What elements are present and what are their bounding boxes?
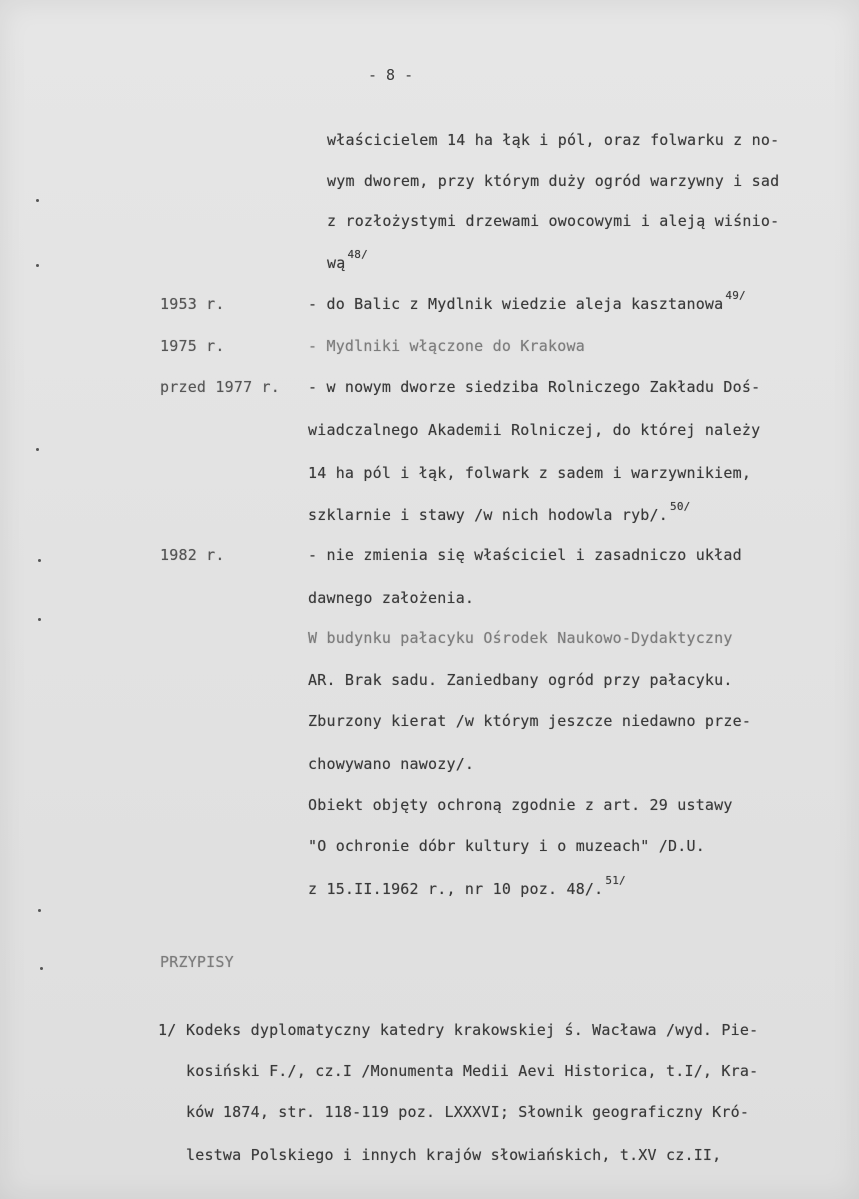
margin-mark <box>36 448 39 451</box>
footnote-ref: 50/ <box>670 500 691 513</box>
footnote-line: ków 1874, str. 118-119 poz. LXXXVI; Słownik geograficzny Kró- <box>186 1103 750 1121</box>
entry-date: 1953 r. <box>160 295 225 313</box>
page-number: - 8 - <box>368 66 414 84</box>
entry-date: przed 1977 r. <box>160 378 280 396</box>
entry-line: "O ochronie dóbr kultury i o muzeach" /D.U. <box>308 837 705 855</box>
entry-date: 1975 r. <box>160 337 225 355</box>
footnote-line: Kodeks dyplomatyczny katedry krakowskiej ś. Wacława /wyd. Pie- <box>186 1021 759 1039</box>
intro-line: z rozłożystymi drzewami owocowymi i aleją wiśnio- <box>327 212 780 230</box>
entry-text: z 15.II.1962 r., nr 10 poz. 48/. <box>308 880 604 898</box>
entry-line: W budynku pałacyku Ośrodek Naukowo-Dydaktyczny <box>308 629 733 647</box>
entry-line: Zburzony kierat /w którym jeszcze niedawno prze- <box>308 712 752 730</box>
intro-line: wą <box>327 254 346 272</box>
entry-line: 14 ha pól i łąk, folwark z sadem i warzywnikiem, <box>308 464 752 482</box>
entry-line: AR. Brak sadu. Zaniedbany ogród przy pałacyku. <box>308 671 733 689</box>
section-heading: PRZYPISY <box>160 953 234 971</box>
margin-mark <box>38 909 41 912</box>
entry-line <box>308 500 691 524</box>
margin-mark <box>38 559 41 562</box>
entry-text: - do Balic z Mydlnik wiedzie aleja kasztanowa <box>308 295 724 313</box>
margin-mark <box>36 199 39 202</box>
footnote-line: lestwa Polskiego i innych krajów słowiańskich, t.XV cz.II, <box>186 1146 722 1164</box>
entry-date: 1982 r. <box>160 546 225 564</box>
entry-line: - Mydlniki włączone do Krakowa <box>308 337 585 355</box>
entry-line <box>308 289 746 313</box>
entry-line: - nie zmienia się właściciel i zasadniczo układ <box>308 546 742 564</box>
footnote-marker: 1/ <box>158 1021 177 1039</box>
entry-line: chowywano nawozy/. <box>308 755 475 773</box>
intro-line-last <box>327 248 368 272</box>
margin-mark <box>36 264 39 267</box>
footnote-ref: 51/ <box>605 874 626 887</box>
entry-line: wiadczalnego Akademii Rolniczej, do której należy <box>308 421 761 439</box>
intro-line: wym dworem, przy którym duży ogród warzywny i sad <box>327 172 780 190</box>
entry-line <box>308 874 626 898</box>
margin-mark <box>38 618 41 621</box>
footnote-ref: 48/ <box>347 248 368 261</box>
entry-text: szklarnie i stawy /w nich hodowla ryb/. <box>308 506 668 524</box>
entry-line: Obiekt objęty ochroną zgodnie z art. 29 ustawy <box>308 796 733 814</box>
footnote-ref: 49/ <box>725 289 746 302</box>
entry-line: - w nowym dworze siedziba Rolniczego Zakładu Doś- <box>308 378 761 396</box>
entry-line: dawnego założenia. <box>308 589 475 607</box>
margin-mark <box>40 967 43 970</box>
footnote-line: kosiński F./, cz.I /Monumenta Medii Aevi Historica, t.I/, Kra- <box>186 1062 759 1080</box>
intro-line: właścicielem 14 ha łąk i pól, oraz folwarku z no- <box>327 131 780 149</box>
